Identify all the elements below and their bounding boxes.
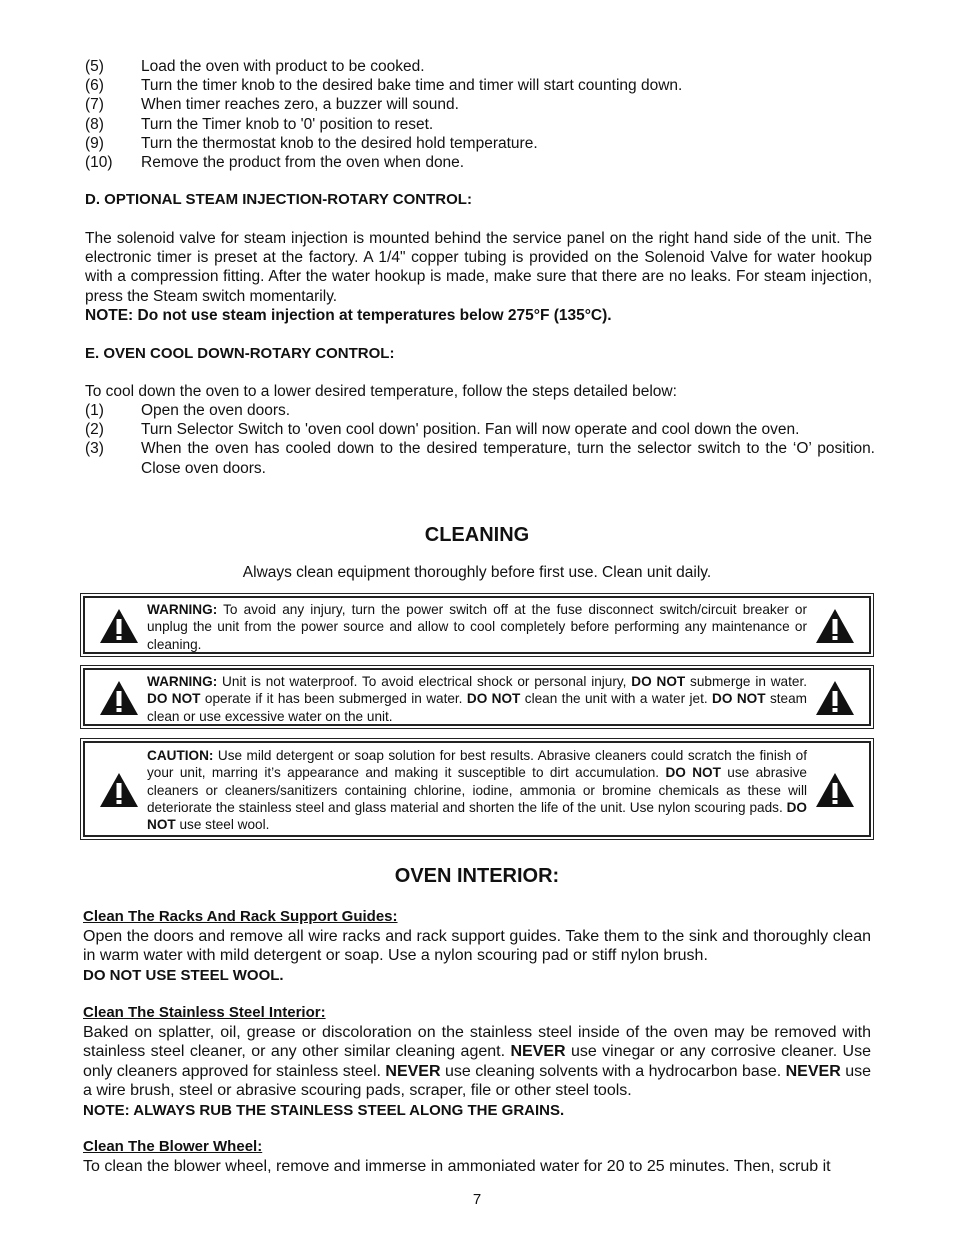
- list-item: (2) Turn Selector Switch to 'oven cool down' position. Fan will now operate and cool down the oven.: [85, 421, 800, 439]
- section-e-heading: E. OVEN COOL DOWN-ROTARY CONTROL:: [85, 345, 395, 362]
- warning-triangle-icon: [815, 608, 855, 644]
- section-e-steps: [85, 401, 875, 478]
- list-item: (6) Turn the timer knob to the desired bake time and timer will start counting down.: [85, 77, 683, 95]
- racks-body: Open the doors and remove all wire racks and rack support guides. Take them to the sink and thoroughly clean in warm water with mild detergent or soap. Use a nylon scouring pad or stiff nylon brush. DO NOT USE STEEL WOOL.: [83, 928, 871, 984]
- warning-2-text: WARNING: Unit is not waterproof. To avoid electrical shock or personal injury, DO NOT submerge in water. DO NOT operate if it has been submerged in water. DO NOT clean the unit with a water jet. DO NOT steam clean or use excessive water on the unit.: [147, 674, 807, 724]
- warning-triangle-icon: [99, 608, 139, 644]
- stainless-note: NOTE: ALWAYS RUB THE STAINLESS STEEL ALONG THE GRAINS.: [83, 1101, 565, 1119]
- blower-heading: Clean The Blower Wheel:: [83, 1138, 263, 1155]
- stainless-body: Baked on splatter, oil, grease or discoloration on the stainless steel inside of the oven may be removed with stainless steel cleaner, or any other similar cleaning agent. NEVER use vinegar or any corrosive cleaner. Use only cleaners approved for stainless steel. NEVER use cleaning solvents with a hydrocarbon base. NEVER use a wire brush, steel or abrasive scouring pads, scraper, file or other steel tools. NOTE: ALWAYS RUB THE STAINLESS STEEL ALONG THE GRAINS.: [83, 1024, 872, 1119]
- warning-triangle-icon: [815, 680, 855, 716]
- list-item: (3) When the oven has cooled down to the desired temperature, turn the selector switch to the ‘O’ position. Close oven doors.: [85, 440, 875, 477]
- warning-triangle-icon: [815, 772, 855, 808]
- blower-body: To clean the blower wheel, remove and immerse in ammoniated water for 20 to 25 minutes. Then, scrub it: [83, 1158, 831, 1175]
- warning-box-1: [83, 596, 871, 654]
- page-number: 7: [472, 1191, 482, 1208]
- list-item: (10) Remove the product from the oven when done.: [85, 154, 465, 172]
- section-d-body: The solenoid valve for steam injection is mounted behind the service panel on the right hand side of the unit. The electronic timer is preset at the factory. A 1/4" copper tubing is provided on the Solenoid Valve for water hookup with a compression fitting. After the water hookup is made, make sure that there are no leaks. For steam injection, press the Steam switch momentarily. NOTE: Do not use steam injection at temperatures below 275°F (135°C).: [85, 230, 872, 324]
- list-item: (5) Load the oven with product to be cooked.: [85, 58, 425, 75]
- section-e-intro: To cool down the oven to a lower desired temperature, follow the steps detailed below:: [85, 383, 677, 400]
- caution-box: [83, 741, 871, 837]
- warning-triangle-icon: [99, 680, 139, 716]
- stainless-heading: Clean The Stainless Steel Interior:: [83, 1004, 326, 1021]
- section-d-note: NOTE: Do not use steam injection at temperatures below 275°F (135°C).: [85, 306, 612, 324]
- list-item: (8) Turn the Timer knob to '0' position to reset.: [85, 115, 434, 133]
- section-d-heading: D. OPTIONAL STEAM INJECTION-ROTARY CONTROL:: [85, 191, 472, 208]
- racks-note: DO NOT USE STEEL WOOL.: [83, 966, 284, 984]
- warning-box-2: [83, 668, 871, 726]
- racks-heading: Clean The Racks And Rack Support Guides:: [83, 908, 398, 925]
- warning-triangle-icon: [99, 772, 139, 808]
- cleaning-title: CLEANING: [424, 524, 530, 546]
- cleaning-intro: Always clean equipment thoroughly before first use. Clean unit daily.: [242, 564, 712, 581]
- list-item: (7) When timer reaches zero, a buzzer will sound.: [85, 96, 459, 114]
- oven-interior-title: OVEN INTERIOR:: [394, 865, 560, 887]
- list-item: (1) Open the oven doors.: [85, 402, 291, 419]
- list-item: (9) Turn the thermostat knob to the desired hold temperature.: [85, 134, 538, 152]
- steps-top-list: [85, 57, 875, 172]
- caution-text: CAUTION: Use mild detergent or soap solution for best results. Abrasive cleaners could scratch the finish of your unit, marring it’s appearance and making it susceptible to dirt accumulation. DO NOT use abrasive cleaners or cleaners/sanitizers containing chlorine, iodine, ammonia or bromine chemicals as these will deteriorate the stainless steel and glass material and shorten the life of the unit. Use nylon scouring pads. DO NOT use steel wool.: [147, 748, 807, 833]
- warning-1-text: WARNING: To avoid any injury, turn the power switch off at the fuse disconnect switch/circuit breaker or unplug the unit from the power source and allow to cool completely before performing any maintenance or cleaning.: [147, 602, 807, 652]
